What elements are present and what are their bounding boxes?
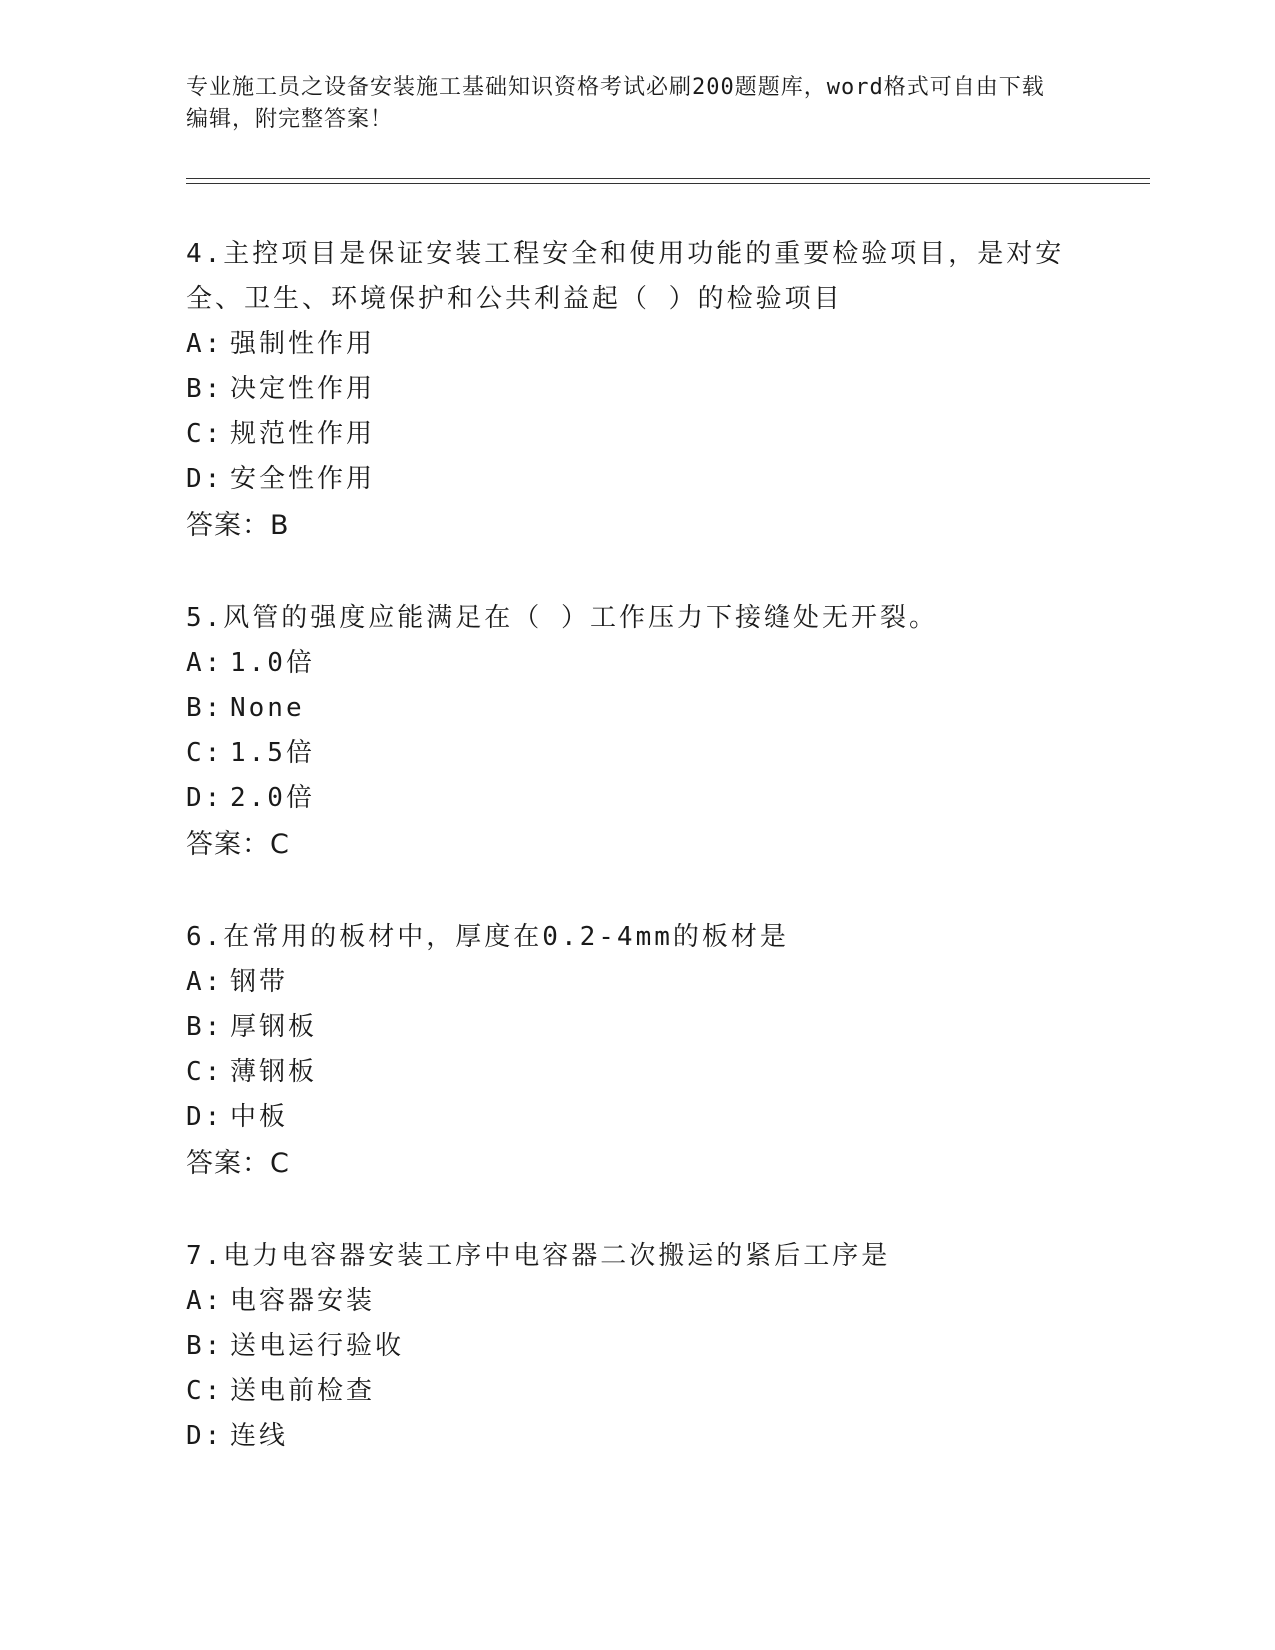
option-b [186, 1005, 1086, 1050]
option-c [186, 412, 1086, 457]
option-b [186, 367, 1086, 412]
document-header [186, 72, 1066, 136]
option-key: B: [186, 374, 224, 404]
option-a [186, 641, 1086, 686]
option-key: C: [186, 419, 224, 449]
option-d [186, 457, 1086, 502]
option-text: 决定性作用 [230, 374, 376, 404]
option-text: 2.0倍 [230, 783, 315, 813]
option-text: 厚钢板 [230, 1012, 318, 1042]
question-stem: 5.风管的强度应能满足在（ ）工作压力下接缝处无开裂。 [186, 603, 938, 633]
option-a [186, 1279, 1086, 1324]
answer: 答案：B [186, 510, 290, 541]
option-text: 1.5倍 [230, 738, 315, 768]
option-text: 强制性作用 [230, 329, 376, 359]
option-b [186, 1324, 1086, 1369]
option-d [186, 1414, 1086, 1459]
option-key: A: [186, 648, 224, 678]
option-text: 规范性作用 [230, 419, 376, 449]
option-key: A: [186, 967, 224, 997]
option-key: C: [186, 1376, 224, 1406]
option-key: B: [186, 693, 224, 723]
question-list [186, 232, 1086, 1505]
question-5 [186, 596, 1086, 869]
option-key: C: [186, 738, 224, 768]
option-text: 中板 [230, 1102, 289, 1132]
option-key: A: [186, 329, 224, 359]
option-key: D: [186, 464, 224, 494]
header-divider-bottom [186, 183, 1150, 184]
option-a [186, 322, 1086, 367]
option-c [186, 731, 1086, 776]
option-d [186, 1095, 1086, 1140]
option-key: B: [186, 1012, 224, 1042]
question-stem: 4.主控项目是保证安装工程安全和使用功能的重要检验项目，是对安全、卫生、环境保护和公共利益起（ ）的检验项目 [186, 239, 1065, 314]
question-7 [186, 1234, 1086, 1459]
option-text: 送电运行验收 [230, 1331, 405, 1361]
question-stem: 7.电力电容器安装工序中电容器二次搬运的紧后工序是 [186, 1241, 891, 1271]
question-4 [186, 232, 1086, 550]
option-a [186, 960, 1086, 1005]
option-text: 送电前检查 [230, 1376, 376, 1406]
question-6 [186, 915, 1086, 1188]
option-text: None [230, 693, 305, 723]
answer: 答案：C [186, 829, 290, 860]
option-text: 钢带 [230, 967, 289, 997]
option-text: 薄钢板 [230, 1057, 318, 1087]
option-c [186, 1369, 1086, 1414]
option-key: A: [186, 1286, 224, 1316]
option-d [186, 776, 1086, 821]
option-text: 连线 [230, 1421, 289, 1451]
option-key: D: [186, 783, 224, 813]
option-text: 电容器安装 [230, 1286, 376, 1316]
option-key: D: [186, 1421, 224, 1451]
option-key: B: [186, 1331, 224, 1361]
header-divider-top [186, 178, 1150, 179]
option-key: D: [186, 1102, 224, 1132]
option-key: C: [186, 1057, 224, 1087]
option-b [186, 686, 1086, 731]
option-c [186, 1050, 1086, 1095]
option-text: 安全性作用 [230, 464, 376, 494]
option-text: 1.0倍 [230, 648, 315, 678]
answer: 答案：C [186, 1148, 290, 1179]
question-stem: 6.在常用的板材中，厚度在0.2-4mm的板材是 [186, 922, 789, 952]
document-title: 专业施工员之设备安装施工基础知识资格考试必刷200题题库，word格式可自由下载编辑，附完整答案！ [186, 75, 1045, 132]
